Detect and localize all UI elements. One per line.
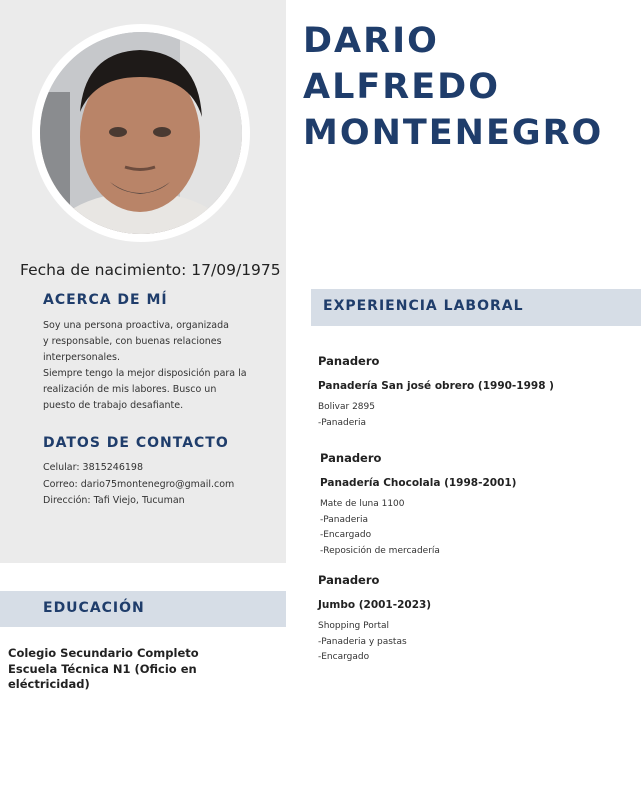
name-line: MONTENEGRO bbox=[303, 113, 604, 153]
contact-address: Dirección: Tafi Viejo, Tucuman bbox=[43, 495, 185, 506]
job-details bbox=[318, 400, 628, 431]
about-line: realización de mis labores. Busco un bbox=[43, 384, 217, 395]
job-company: Jumbo (2001-2023) bbox=[318, 599, 432, 611]
job-details bbox=[320, 497, 630, 559]
experience-heading: EXPERIENCIA LABORAL bbox=[323, 298, 524, 314]
education-heading: EDUCACIÓN bbox=[43, 600, 145, 616]
name-line: DARIO bbox=[303, 21, 439, 61]
name-line: ALFREDO bbox=[303, 67, 500, 107]
about-line: y responsable, con buenas relaciones bbox=[43, 336, 222, 347]
education-list bbox=[8, 646, 199, 693]
about-line: Siempre tengo la mejor disposición para la bbox=[43, 368, 247, 379]
education-line: Colegio Secundario Completo bbox=[8, 646, 199, 660]
job-detail: -Panaderia bbox=[318, 417, 366, 428]
job-entry bbox=[320, 451, 630, 559]
about-line: Soy una persona proactiva, organizada bbox=[43, 320, 229, 331]
education-line: Escuela Técnica N1 (Oficio en bbox=[8, 661, 197, 676]
date-of-birth: Fecha de nacimiento: 17/09/1975 bbox=[20, 261, 281, 279]
education-line: eléctricidad) bbox=[8, 677, 90, 691]
job-detail: -Encargado bbox=[318, 652, 370, 662]
profile-photo-frame bbox=[32, 24, 250, 242]
profile-photo bbox=[40, 32, 242, 234]
contact-heading: DATOS DE CONTACTO bbox=[43, 435, 229, 451]
job-title: Panadero bbox=[318, 354, 380, 368]
job-details bbox=[318, 619, 628, 666]
about-heading: ACERCA DE MÍ bbox=[43, 292, 168, 308]
job-title: Panadero bbox=[320, 451, 382, 465]
full-name bbox=[303, 18, 603, 156]
job-title: Panadero bbox=[318, 573, 380, 587]
job-detail: -Panaderia y pastas bbox=[318, 636, 407, 647]
job-entry bbox=[318, 573, 628, 666]
about-line: puesto de trabajo desafiante. bbox=[43, 400, 184, 411]
job-detail: -Panaderia bbox=[320, 514, 368, 525]
contact-list bbox=[43, 460, 234, 510]
about-line: interpersonales. bbox=[43, 352, 120, 363]
job-company: Panadería Chocolala (1998-2001) bbox=[320, 477, 517, 489]
contact-phone: Celular: 3815246198 bbox=[43, 462, 144, 473]
job-company: Panadería San josé obrero (1990-1998 ) bbox=[318, 380, 554, 392]
job-entry bbox=[318, 354, 628, 431]
portrait-image bbox=[40, 32, 242, 234]
job-detail: -Encargado bbox=[320, 530, 372, 540]
job-detail: Mate de luna 1100 bbox=[320, 499, 405, 509]
job-detail: Bolivar 2895 bbox=[318, 402, 375, 412]
job-detail: Shopping Portal bbox=[318, 621, 389, 631]
about-text bbox=[43, 318, 268, 414]
contact-email: Correo: dario75montenegro@gmail.com bbox=[43, 478, 235, 490]
job-detail: -Reposición de mercadería bbox=[320, 545, 440, 556]
